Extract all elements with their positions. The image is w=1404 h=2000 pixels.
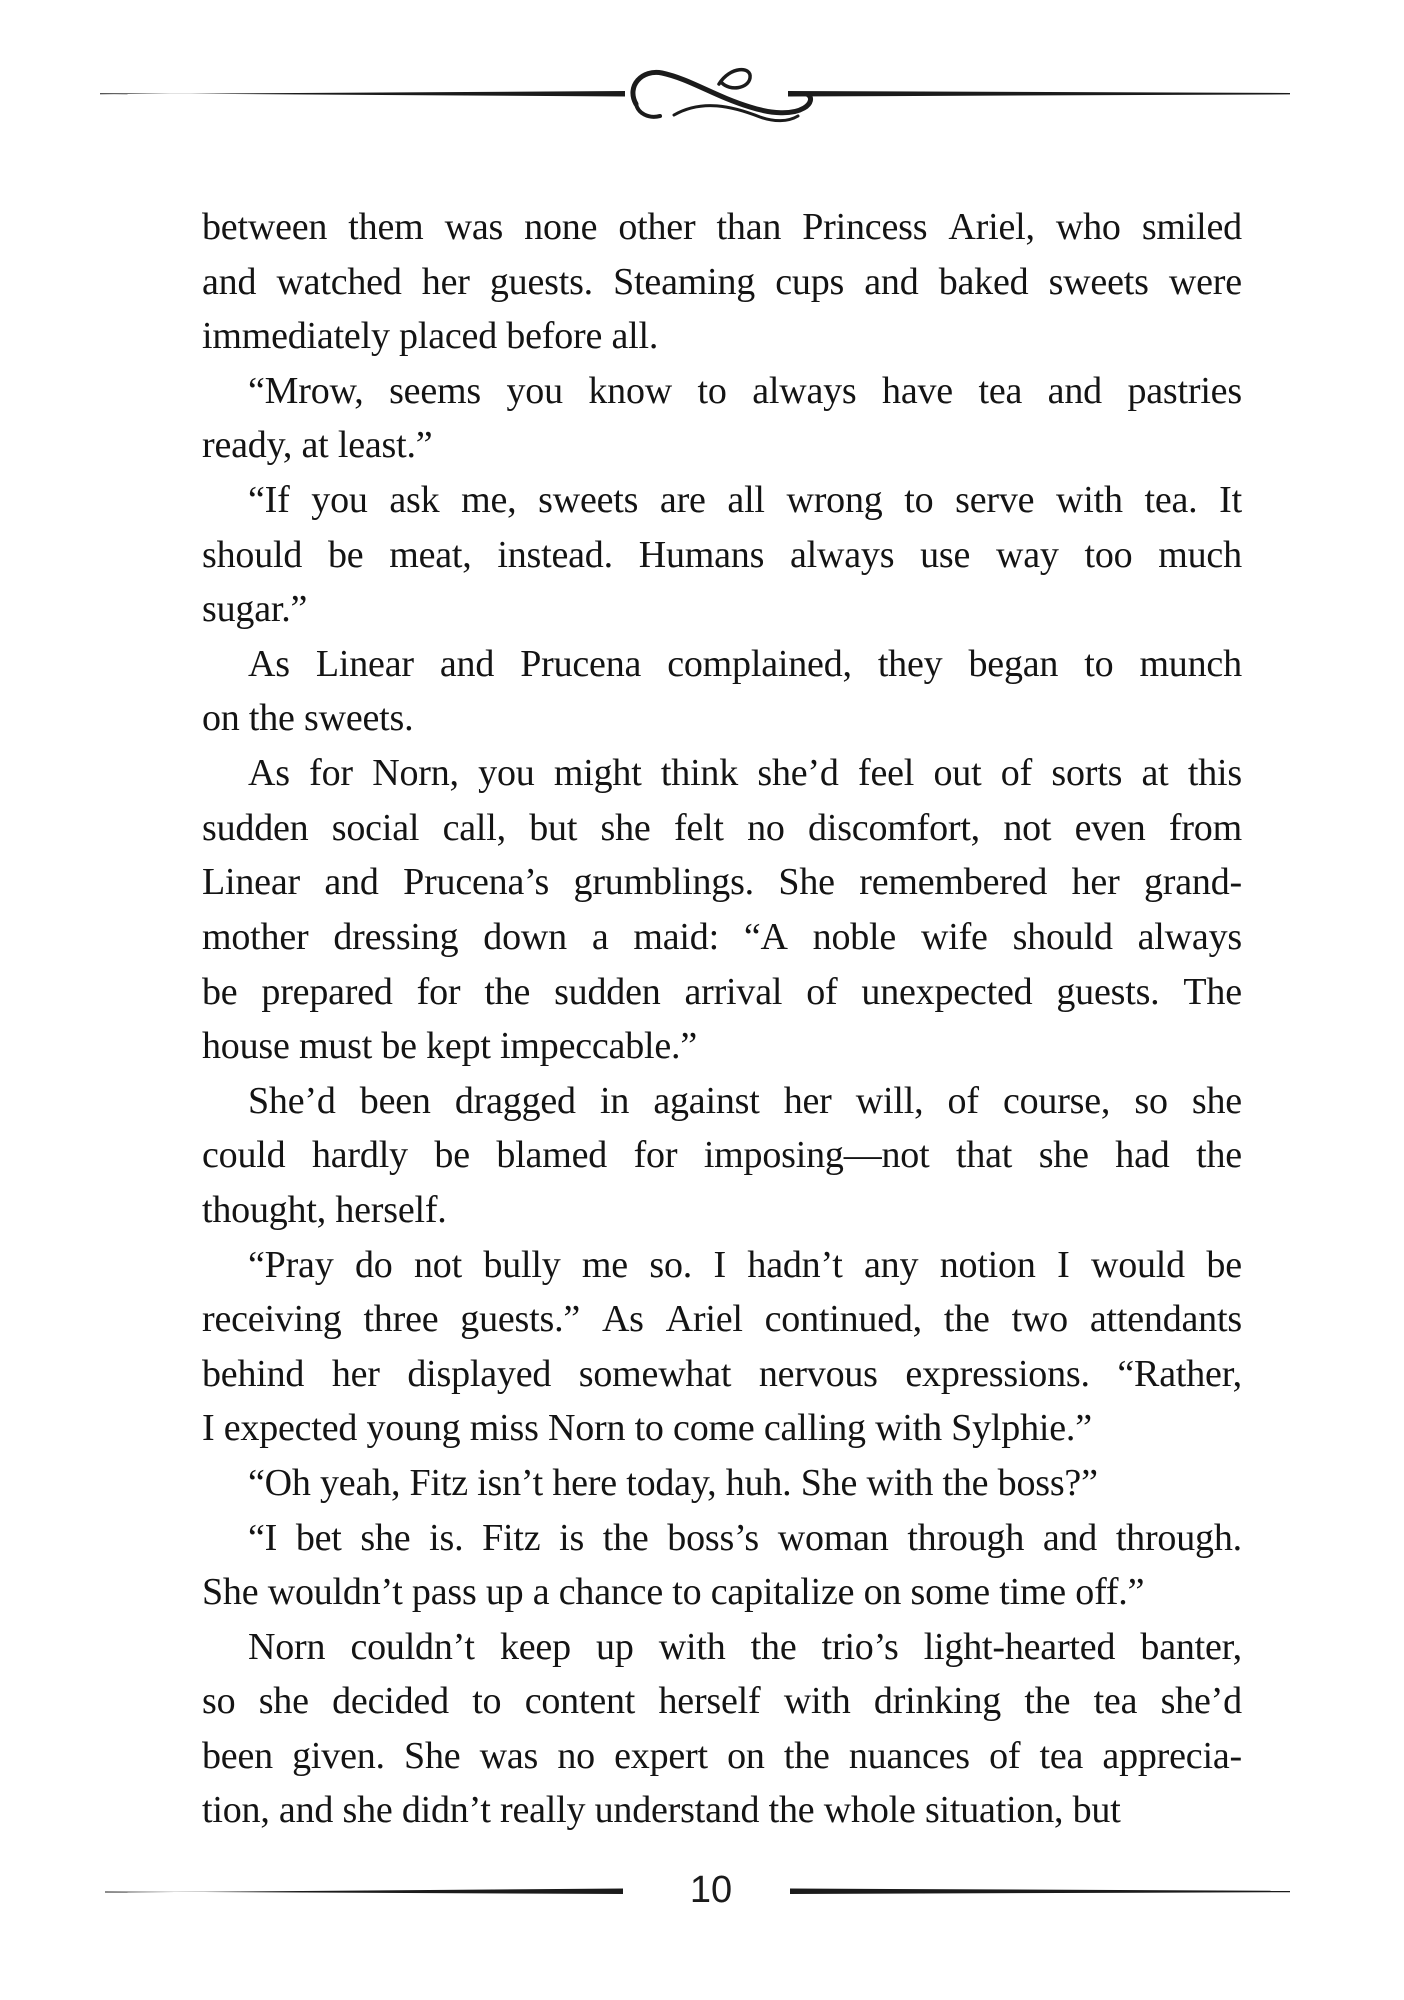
text-line: and watched her guests. Steaming cups and baked sweets were [202,260,1242,303]
header-rule-left [100,91,625,97]
text-block [202,200,1242,1838]
paragraph [202,1074,1242,1238]
header-rule-right [788,91,1290,97]
paragraph [202,473,1242,637]
text-line: could hardly be blamed for imposing—not that she had the [202,1134,1242,1177]
text-line: “Oh yeah, Fitz isn’t here today, huh. She with the boss?” [248,1461,1098,1504]
paragraph [202,1237,1242,1455]
text-line: between them was none other than Princess Ariel, who smiled [202,206,1242,249]
text-line: immediately placed before all. [202,315,659,358]
paragraph [202,1619,1242,1837]
text-line: “If you ask me, sweets are all wrong to serve with tea. It [248,479,1242,522]
text-line: Norn couldn’t keep up with the trio’s light-hearted banter, [248,1625,1242,1668]
footer-rule-left [105,1889,623,1895]
text-line: so she decided to content herself with drinking the tea she’d [202,1680,1242,1723]
text-line: should be meat, instead. Humans always use way too much [202,533,1242,576]
header-ornament-row [0,0,1404,160]
text-line: “I bet she is. Fitz is the boss’s woman through and through. [248,1516,1242,1559]
flourish-ornament [633,70,811,121]
text-line: tion, and she didn’t really understand the whole situation, but [202,1789,1121,1832]
text-line: receiving three guests.” As Ariel continued, the two attendants [202,1298,1242,1341]
paragraph [202,637,1242,746]
paragraph [202,200,1242,364]
text-line: house must be kept impeccable.” [202,1024,698,1067]
text-line: ready, at least.” [202,424,433,467]
paragraph [202,746,1242,1074]
text-line: “Mrow, seems you know to always have tea and pastries [248,370,1242,413]
text-line: behind her displayed somewhat nervous expressions. “Rather, [202,1352,1242,1395]
text-line: be prepared for the sudden arrival of unexpected guests. The [202,970,1242,1013]
text-line: sudden social call, but she felt no discomfort, not even from [202,806,1242,849]
footer-rule-right [790,1889,1290,1895]
text-line: sugar.” [202,588,308,631]
text-line: Linear and Prucena’s grumblings. She remembered her grand- [202,861,1242,904]
text-line: She wouldn’t pass up a chance to capitalize on some time off.” [202,1570,1145,1613]
text-line: She’d been dragged in against her will, of course, so she [248,1079,1242,1122]
text-line: on the sweets. [202,697,414,740]
text-line: As Linear and Prucena complained, they began to munch [248,643,1242,686]
paragraph [202,364,1242,473]
text-line: I expected young miss Norn to come calling with Sylphie.” [202,1407,1092,1450]
text-line: “Pray do not bully me so. I hadn’t any notion I would be [248,1243,1242,1286]
text-line: mother dressing down a maid: “A noble wife should always [202,916,1242,959]
paragraph [202,1510,1242,1619]
page-number: 10 [689,1869,733,1911]
text-line: As for Norn, you might think she’d feel out of sorts at this [248,752,1242,795]
text-line: thought, herself. [202,1188,447,1231]
text-line: been given. She was no expert on the nuances of tea apprecia- [202,1734,1242,1777]
paragraph [202,1456,1242,1511]
